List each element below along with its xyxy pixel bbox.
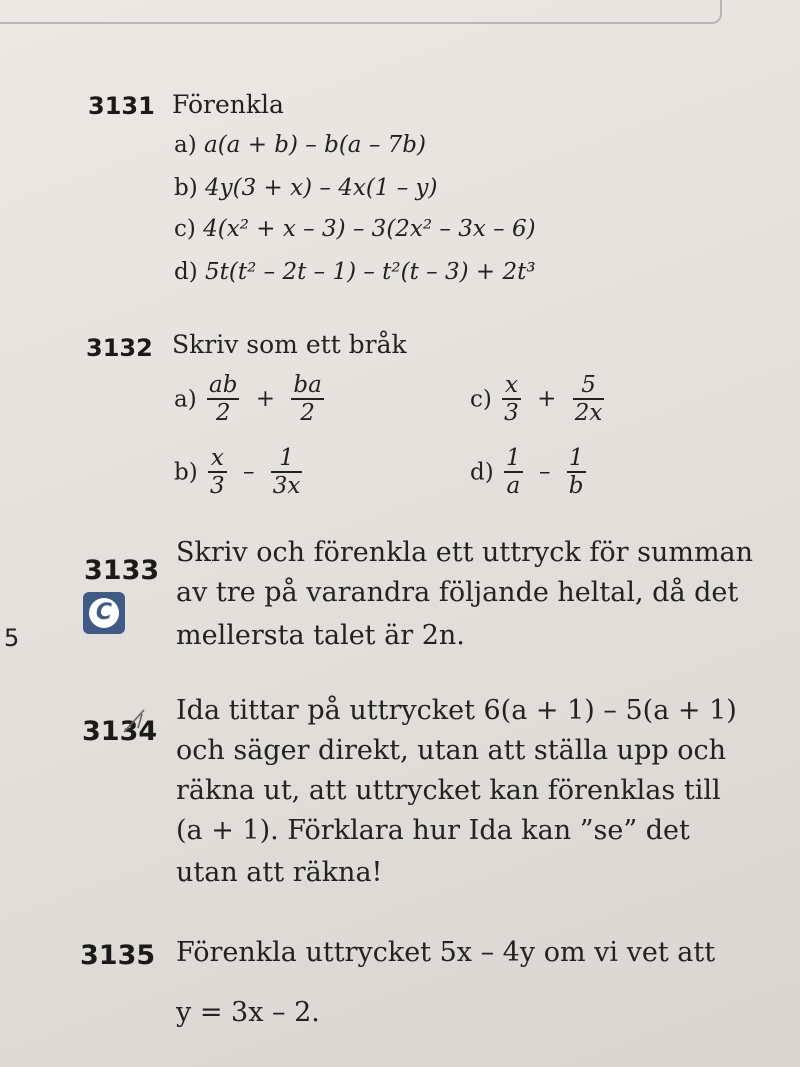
item-label: b) <box>174 175 198 201</box>
fraction <box>504 445 523 500</box>
fraction-item-c <box>470 372 607 427</box>
item-label: b) <box>174 459 198 486</box>
fraction <box>271 445 303 500</box>
fraction <box>291 372 323 427</box>
numerator: ba <box>291 372 323 400</box>
numerator: x <box>208 445 227 473</box>
item-expression: a(a + b) – b(a – 7b) <box>204 132 426 158</box>
denominator: 3 <box>210 473 225 500</box>
item-expression: 5t(t² – 2t – 1) – t²(t – 3) + 2t³ <box>205 259 536 285</box>
fraction <box>208 445 227 500</box>
fraction-item-b <box>174 445 305 500</box>
operator: + <box>537 386 557 413</box>
item-label: c) <box>174 216 196 242</box>
operator: – <box>242 459 255 486</box>
numerator: 1 <box>271 445 303 473</box>
item-expression: 4y(3 + x) – 4x(1 – y) <box>205 175 438 201</box>
item-3131-c <box>174 216 536 242</box>
item-label: a) <box>174 132 197 158</box>
operator: + <box>255 386 276 413</box>
problem-number-3133: 3133 <box>84 555 160 586</box>
denominator: b <box>568 473 584 500</box>
numerator: ab <box>207 372 239 400</box>
numerator: x <box>502 372 521 400</box>
denominator: 3 <box>504 400 519 427</box>
problem-text-line: (a + 1). Förklara hur Ida kan ”se” det <box>176 815 690 846</box>
numerator: 1 <box>567 445 586 473</box>
fraction <box>207 372 239 427</box>
denominator: a <box>506 473 521 500</box>
fraction <box>502 372 521 427</box>
problem-number-3134: 3134 <box>82 716 158 747</box>
problem-number-3132: 3132 <box>86 334 153 362</box>
numerator: 1 <box>504 445 523 473</box>
margin-number: 5 <box>4 624 20 652</box>
fraction-item-d <box>470 445 589 500</box>
problem-title-3132: Skriv som ett bråk <box>172 330 407 359</box>
level-c-badge-icon <box>83 592 125 634</box>
denominator: 2 <box>215 400 231 427</box>
fraction <box>567 445 586 500</box>
denominator: 2x <box>574 400 603 427</box>
problem-text-line: Skriv och förenkla ett uttryck för summan <box>176 537 754 568</box>
pencil-mark-icon <box>120 706 150 736</box>
denominator: 2 <box>300 400 315 427</box>
item-label: a) <box>174 386 197 413</box>
badge-letter: C <box>89 598 119 628</box>
problem-text-line: Förenkla uttrycket 5x – 4y om vi vet att <box>176 937 716 968</box>
fraction-item-a <box>174 372 327 427</box>
fraction <box>573 372 605 427</box>
problem-text-line: Ida tittar på uttrycket 6(a + 1) – 5(a + 1) <box>176 695 737 726</box>
item-3131-b <box>174 175 438 201</box>
top-frame <box>0 0 722 24</box>
problem-text-line: av tre på varandra följande heltal, då det <box>176 577 739 608</box>
item-label: d) <box>470 459 494 486</box>
numerator: 5 <box>573 372 605 400</box>
problem-text-line: utan att räkna! <box>176 857 383 888</box>
problem-number-3131: 3131 <box>88 92 155 120</box>
item-expression: 4(x² + x – 3) – 3(2x² – 3x – 6) <box>203 216 536 242</box>
operator: – <box>538 459 551 486</box>
problem-text-line: räkna ut, att uttrycket kan förenklas till <box>176 775 721 806</box>
item-label: c) <box>470 386 492 413</box>
denominator: 3x <box>272 473 301 500</box>
problem-title-3131: Förenkla <box>172 90 284 119</box>
item-label: d) <box>174 259 198 285</box>
problem-text-line: y = 3x – 2. <box>176 997 320 1028</box>
item-3131-d <box>174 259 536 285</box>
problem-number-3135: 3135 <box>80 940 156 971</box>
item-3131-a <box>174 132 426 158</box>
problem-text-line: mellersta talet är 2n. <box>176 620 465 651</box>
problem-text-line: och säger direkt, utan att ställa upp och <box>176 735 726 766</box>
